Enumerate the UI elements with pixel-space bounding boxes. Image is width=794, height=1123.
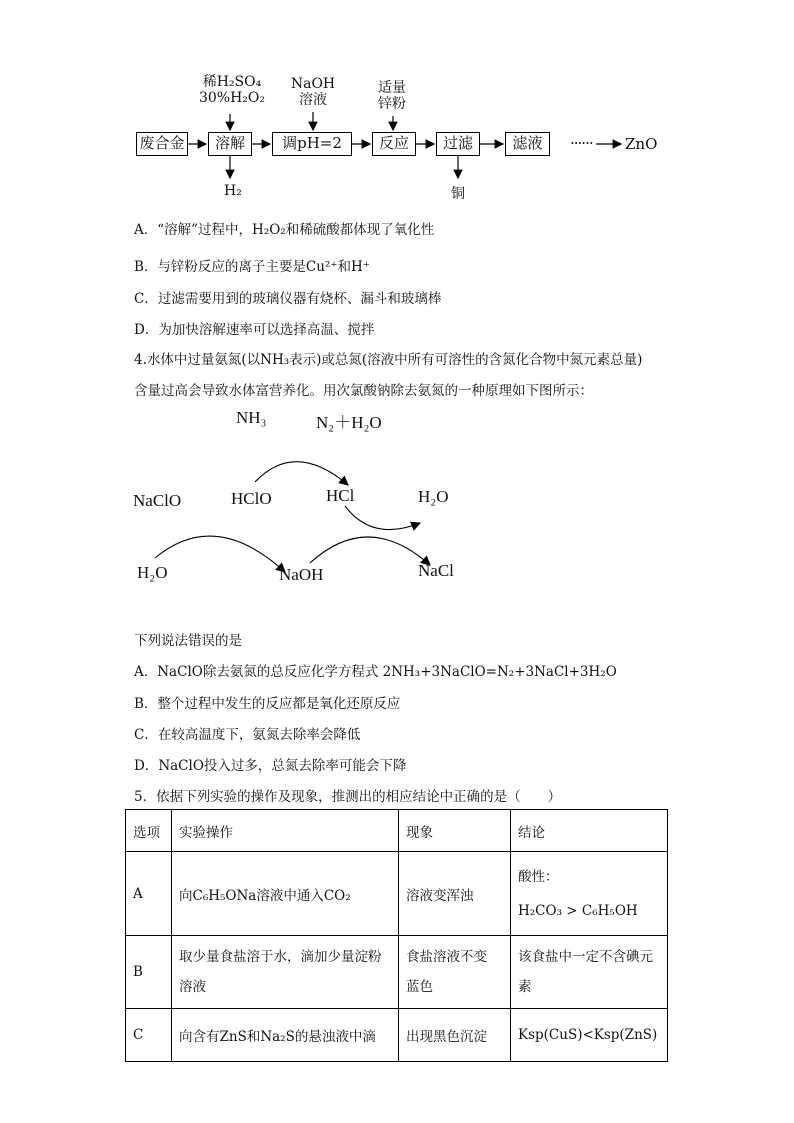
cell-option: C	[126, 1009, 172, 1062]
cell-phenomenon-line: 蓝色	[406, 979, 433, 995]
cell-phenomenon	[399, 852, 511, 936]
cell-conclusion	[511, 1009, 668, 1062]
species-naoh: NaOH	[279, 565, 324, 584]
q4-stem-line2: 含量过高会导致水体富营养化。用次氯酸钠除去氨氮的一种原理如下图所示：	[134, 383, 593, 399]
flow-box-react: 反应	[372, 132, 416, 156]
reaction-arrows	[0, 400, 794, 600]
q4-option-d: D．NaClO投入过多，总氮去除率可能会下降	[134, 758, 407, 774]
q4-option-b: B．整个过程中发生的反应都是氧化还原反应	[134, 696, 401, 712]
cell-operation	[172, 936, 399, 1009]
cell-operation	[172, 1009, 399, 1062]
species-hcl: HCl	[326, 486, 355, 505]
cell-option: B	[126, 936, 172, 1009]
cell-phenomenon	[399, 1009, 511, 1062]
species-n2-h2o: N₂＋H₂O	[316, 413, 382, 432]
reagent-naoh-line1: NaOH	[290, 76, 336, 92]
table-header-row	[126, 810, 668, 852]
flow-box-filtrate: 滤液	[505, 132, 550, 156]
header-phenomenon: 现象	[399, 810, 511, 852]
species-naclo: NaClO	[133, 491, 182, 510]
cell-conclusion	[511, 852, 668, 936]
species-h2o-right: H₂O	[418, 487, 449, 506]
flow-box-ph: 调pH=2	[272, 132, 352, 156]
byproduct-h2: H₂	[224, 183, 242, 199]
reagent-naoh-line2: 溶液	[299, 92, 327, 108]
species-h2o-left: H₂O	[137, 563, 168, 582]
q4-stem-line1: 4.水体中过量氨氮(以NH₃表示)或总氮(溶液中所有可溶性的含氮化合物中氮元素总量)	[134, 352, 643, 368]
cell-phenomenon-line: 食盐溶液不变	[406, 949, 487, 965]
q3-option-a: A．“溶解”过程中，H₂O₂和稀硫酸都体现了氧化性	[134, 222, 435, 238]
table-row	[126, 852, 668, 936]
q4-option-c: C．在较高温度下，氨氮去除率会降低	[134, 727, 361, 743]
cell-conclusion	[511, 936, 668, 1009]
flow-box-alloy: 废合金	[136, 132, 188, 156]
q3-option-b: B．与锌粉反应的离子主要是Cu²⁺和H⁺	[134, 259, 370, 275]
cell-operation	[172, 852, 399, 936]
reagent-acid-line1: 稀H₂SO₄	[202, 74, 262, 90]
cell-phenomenon-line: 出现黑色沉淀	[406, 1029, 487, 1045]
cell-operation-line: 向含有ZnS和Na₂S的悬浊液中滴	[179, 1029, 376, 1045]
q3-option-c: C．过滤需要用到的玻璃仪器有烧杯、漏斗和玻璃棒	[134, 291, 442, 307]
reagent-acid-line2: 30%H₂O₂	[198, 90, 266, 106]
cell-conclusion-line: Ksp(CuS)<Ksp(ZnS)	[518, 1027, 658, 1043]
q4-option-a: A．NaClO除去氨氮的总反应化学方程式 2NH₃+3NaClO=N₂+3NaCl+3H₂O	[134, 664, 617, 680]
experiment-table	[125, 809, 668, 1062]
flow-box-dissolve: 溶解	[208, 132, 252, 156]
q5-stem: 5．依据下列实验的操作及现象，推测出的相应结论中正确的是（ ）	[134, 789, 562, 805]
flow-dots: ······	[570, 134, 593, 152]
q4-question: 下列说法错误的是	[134, 633, 242, 649]
cell-conclusion-line: 该食盐中一定不含碘元	[518, 949, 653, 965]
cell-phenomenon-line: 溶液变浑浊	[406, 887, 474, 904]
species-nacl: NaCl	[418, 561, 454, 580]
table-row	[126, 1009, 668, 1062]
header-operation: 实验操作	[172, 810, 399, 852]
cell-conclusion-line: 素	[518, 979, 532, 995]
byproduct-copper: 铜	[451, 186, 465, 202]
header-conclusion: 结论	[511, 810, 668, 852]
reagent-zinc-line1: 适量	[378, 80, 406, 96]
cell-operation-line: 溶液	[179, 979, 206, 995]
reagent-zinc-line2: 锌粉	[378, 96, 406, 112]
cell-phenomenon	[399, 936, 511, 1009]
table-row	[126, 936, 668, 1009]
cell-operation-line: 取少量食盐溶于水，滴加少量淀粉	[179, 949, 382, 965]
header-option: 选项	[126, 810, 172, 852]
flow-arrows	[0, 0, 794, 210]
flow-product: ZnO	[625, 135, 658, 153]
cell-conclusion-line: 酸性：	[518, 868, 559, 885]
cell-conclusion-line: H₂CO₃ > C₆H₅OH	[518, 902, 638, 919]
species-nh3: NH₃	[236, 408, 267, 427]
cell-option: A	[126, 852, 172, 936]
cell-operation-line: 向C₆H₅ONa溶液中通入CO₂	[179, 887, 351, 904]
species-hclo: HClO	[231, 489, 272, 508]
flow-box-filter: 过滤	[436, 132, 480, 156]
q3-option-d: D．为加快溶解速率可以选择高温、搅拌	[134, 322, 375, 338]
